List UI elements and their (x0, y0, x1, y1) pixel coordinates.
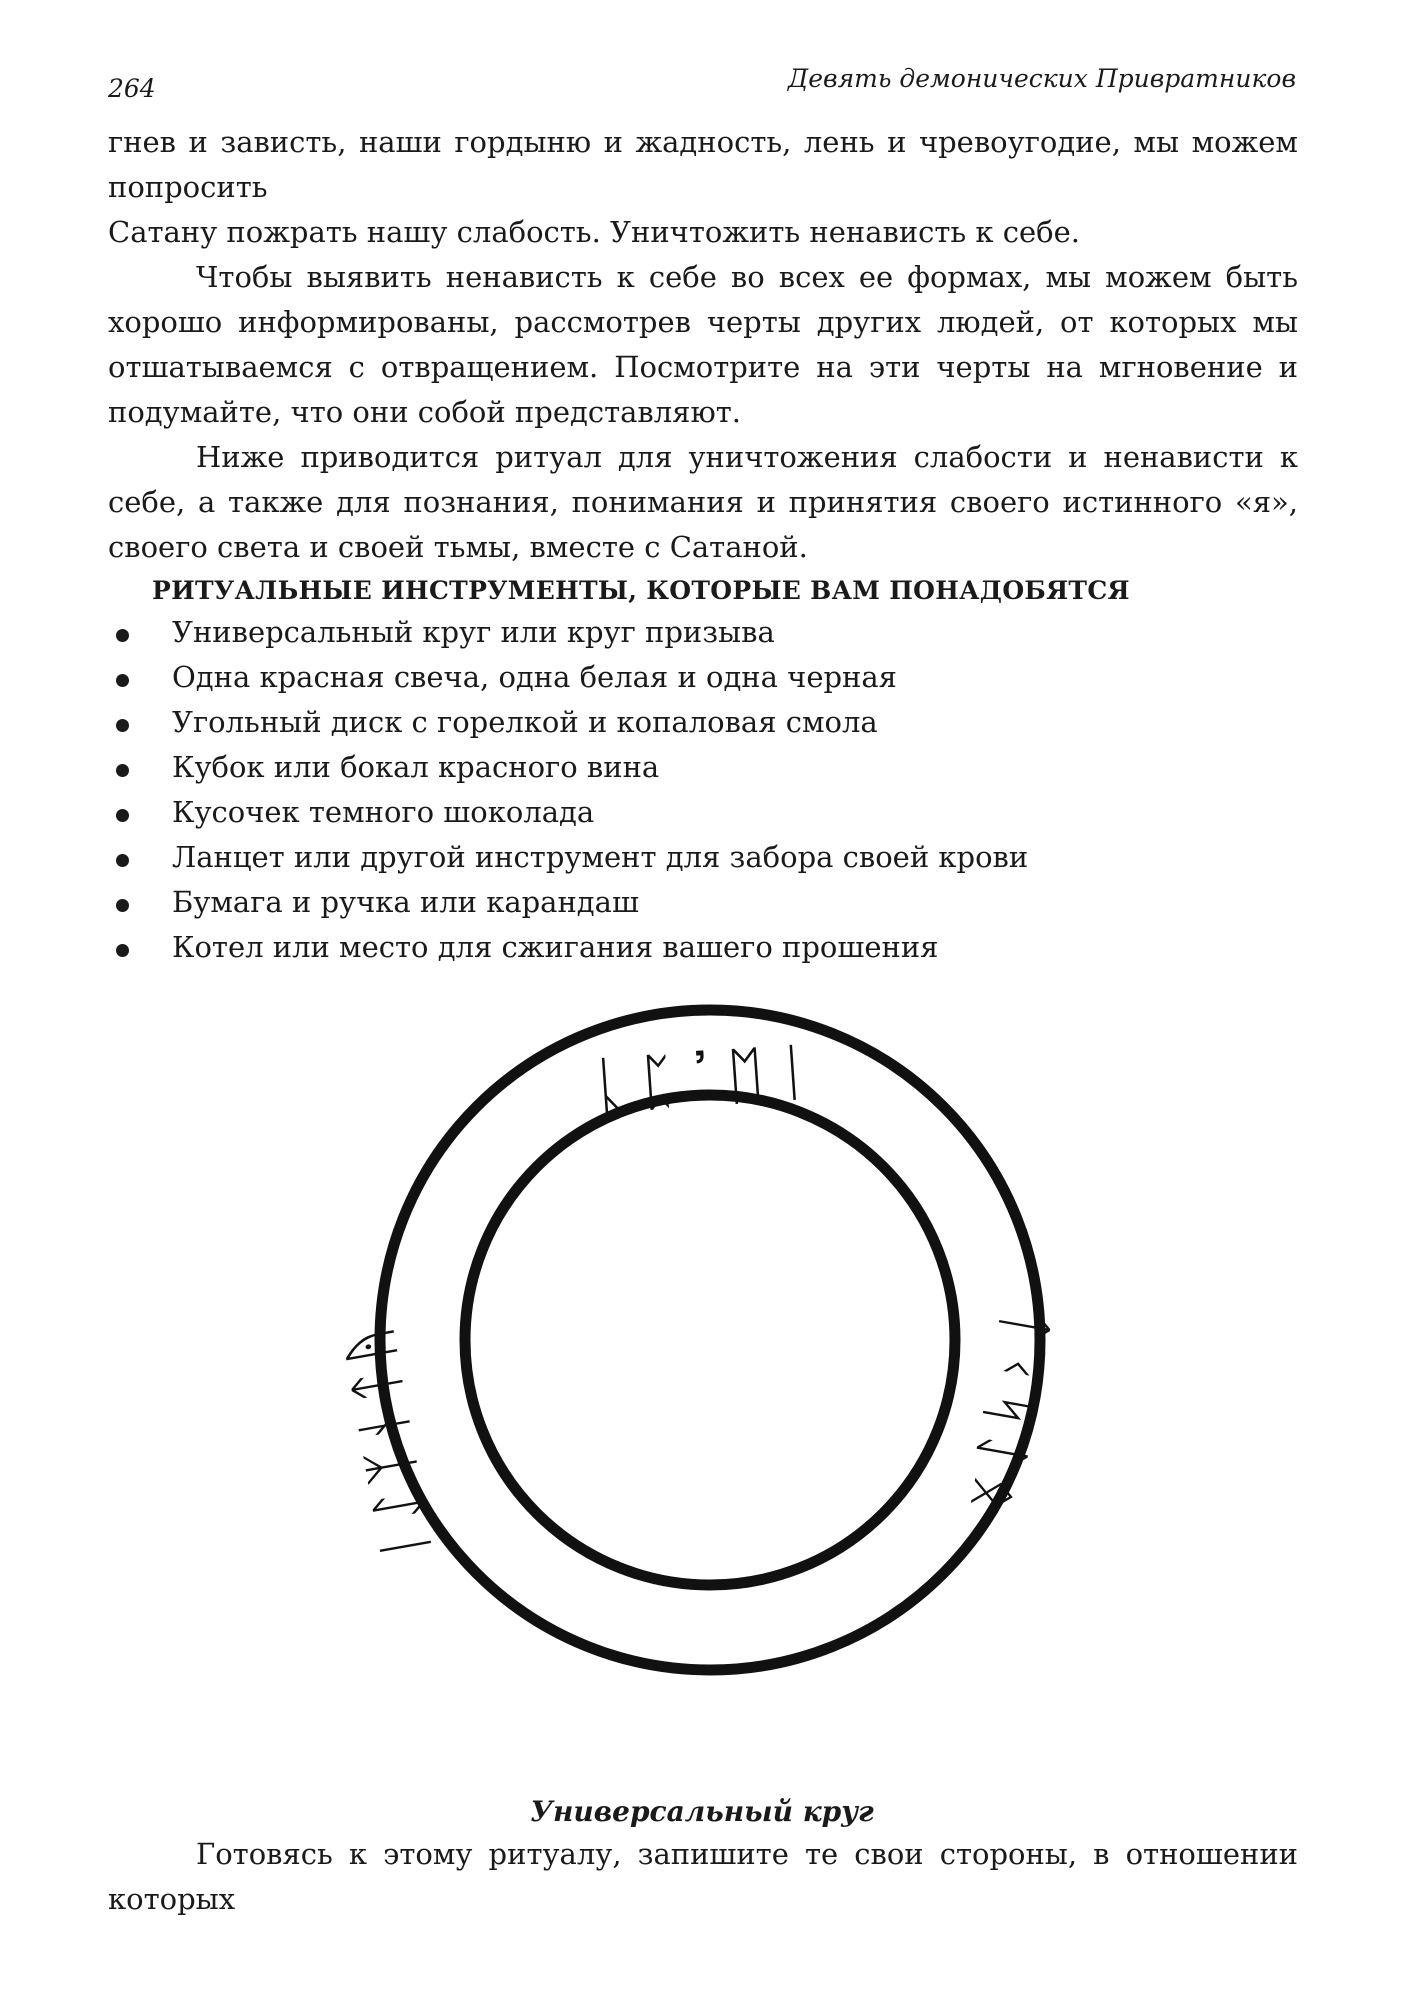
bullet-icon (116, 674, 129, 687)
bullet-icon (116, 854, 129, 867)
page-header (108, 64, 1296, 104)
list-item (114, 795, 1028, 840)
page-number: 264 (108, 74, 156, 103)
bullet-icon (116, 719, 129, 732)
body-text (108, 120, 1298, 570)
list-item (114, 615, 1028, 660)
bullet-icon (116, 629, 129, 642)
figure-caption: Универсальный круг (530, 1795, 874, 1828)
list-item-text: Котел или место для сжигания вашего прошения (172, 930, 939, 964)
tools-heading: РИТУАЛЬНЫЕ ИНСТРУМЕНТЫ, КОТОРЫЕ ВАМ ПОНАДОБЯТСЯ (152, 576, 1130, 605)
list-item (114, 930, 1028, 975)
glyphs-top: ᚳᛈ᾽ᛖᛁ (589, 1033, 824, 1123)
list-item (114, 750, 1028, 795)
universal-circle-svg (332, 1000, 1090, 1720)
list-item-text: Ланцет или другой инструмент для забора своей крови (172, 840, 1029, 874)
list-item-text: Одна красная свеча, одна белая и одна черная (172, 660, 897, 694)
paragraph-1-line-2: Сатану пожрать нашу слабость. Уничтожить ненависть к себе. (108, 215, 1081, 249)
closing-paragraph (108, 1832, 1298, 1922)
paragraph-1-line-1: гнев и зависть, наши гордыню и жадность, лень и чревоугодие, мы можем попросить (108, 125, 1298, 204)
list-item (114, 840, 1028, 885)
bullet-icon (116, 809, 129, 822)
paragraph-3: Ниже приводится ритуал для уничтожения слабости и ненависти к себе, а также для познания, понимания и принятия своего истинного «я», своего света и своей тьмы, вместе с Сатаной. (108, 440, 1298, 564)
paragraph-2: Чтобы выявить ненависть к себе во всех ее формах, мы можем быть хорошо информированы, рассмотрев черты других людей, от которых мы отшатываемся с отвращением. Посмотрите на эти черты на мгновение и подумайте, что они собой представляют. (108, 260, 1298, 429)
list-item-text: Универсальный круг или круг призыва (172, 615, 775, 649)
tools-list (114, 615, 1028, 975)
glyphs-left: ᛁᛇᛉᚾᛏᚤ (332, 1316, 442, 1570)
universal-circle-figure (332, 1000, 1090, 1720)
bullet-icon (116, 899, 129, 912)
inner-ring (465, 1095, 955, 1585)
list-item (114, 660, 1028, 705)
list-item-text: Бумага и ручка или карандаш (172, 885, 639, 919)
list-item-text: Угольный диск с горелкой и копаловая смола (172, 705, 878, 739)
closing-line: Готовясь к этому ритуалу, запишите те свои стороны, в отношении которых (108, 1837, 1298, 1916)
list-item (114, 705, 1028, 750)
list-item (114, 885, 1028, 930)
bullet-icon (116, 944, 129, 957)
running-title: Девять демонических Привратников (787, 64, 1296, 93)
list-item-text: Кубок или бокал красного вина (172, 750, 660, 784)
bullet-icon (116, 764, 129, 777)
glyphs-right: ᛏᚲᛋᛇᛟ (957, 1302, 1062, 1526)
list-item-text: Кусочек темного шоколада (172, 795, 595, 829)
